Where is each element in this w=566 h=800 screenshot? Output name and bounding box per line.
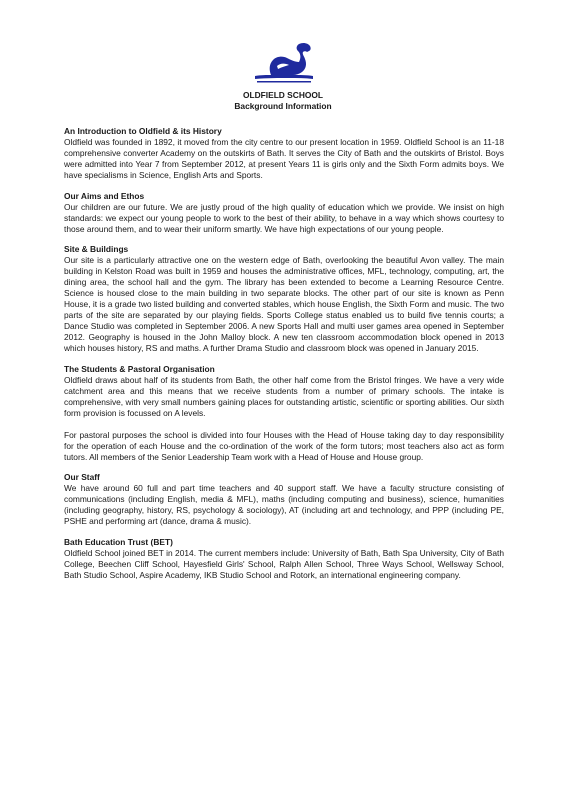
- section-paragraph: Oldfield was founded in 1892, it moved from the city centre to our present location in 1959. Oldfield School is an 11-18 comprehensive converter Academy on the outskirts of Bath. It serves the City of Bath and the outskirts of Bristol. Boys were admitted into Year 7 from September 2012, at present Years 11 is girls only and the Sixth Form admits boys. We have specialisms in Science, English Arts and Sports.: [64, 137, 504, 180]
- section-paragraph: For pastoral purposes the school is divided into four Houses with the Head of House taking day to day responsibility for the operation of each House and the co-ordination of the work of the form tutors; most teachers also act as form tutors. All members of the Senior Leadership Team work with a Head of House and House group.: [64, 429, 504, 462]
- document-header: [0, 90, 566, 112]
- section-paragraph: Oldfield draws about half of its students from Bath, the other half come from the Bristol fringes. We have a very wide catchment area and this means that we receive students from a number of primary schools. The intake is comprehensive, with very small numbers gaining places for outstanding artistic, scientific or sporting abilities. Our sixth form provision is focussed on A levels.: [64, 374, 504, 418]
- section-paragraph: Our children are our future. We are justly proud of the high quality of education which we provide. We insist on high standards: we expect our young people to work to the best of their ability, to behave in a way which shows courtesy to those around them, and to wear their uniform smartly. We have high expectations of our young people.: [64, 201, 504, 234]
- school-name: OLDFIELD SCHOOL: [242, 90, 324, 100]
- document-body: [64, 126, 504, 590]
- section-introduction: [64, 126, 504, 181]
- section-paragraph: Oldfield School joined BET in 2014. The current members include: University of Bath, Bath Spa University, City of Bath College, Beechen Cliff School, Hayesfield Girls' School, Ralph Allen School, Three Ways School, Wellsway School, Bath Studio School, Aspire Academy, IKB Studio School and Rotork, an international engineering company.: [64, 547, 504, 580]
- section-heading: Site & Buildings: [64, 244, 129, 254]
- section-heading: Our Aims and Ethos: [64, 190, 145, 201]
- section-bath-education-trust: [64, 537, 504, 581]
- document-subtitle: Background Information: [234, 101, 332, 111]
- section-paragraph: Our site is a particularly attractive one on the western edge of Bath, overlooking the beautiful Avon valley. The main building in Kelston Road was built in 1959 and houses the administrative offices, MFL, technology, computing, art, the dining area, the school hall and the gym. The library has been extended to become a Learning Resource Centre. Science is housed close to the main building in two separate blocks. The other part of our site is known as Penn House, it is a grade two listed building and converted stables, which house English, the Sixth Form and music. The two parts of the site are separated by our playing fields. Sports College status enabled us to build five tennis courts; a Dance Studio was completed in September 2006. A new Sports Hall and multi user games area opened in September 2012. Geography is housed in the John Malloy block. A new ten classroom accommodation block opened in 2013 which houses history, RS and maths. A further Drama Studio and classroom block was opened in January 2015.: [64, 255, 504, 353]
- section-staff: [64, 472, 504, 527]
- swan-logo-icon: [251, 42, 317, 84]
- section-heading: Bath Education Trust (BET): [64, 536, 173, 547]
- section-paragraph: We have around 60 full and part time teachers and 40 support staff. We have a faculty structure consisting of communications (including English, media & MFL), maths (including computing and business), science, humanities (including geography, history, RS, psychology & sociology), AT (including art and technology, and PPP (including PE, PSHE and performing art (dance, drama & music).: [64, 483, 504, 526]
- section-aims-ethos: [64, 191, 504, 235]
- section-site-buildings: [64, 244, 504, 354]
- section-students-pastoral: [64, 364, 504, 463]
- section-heading: Our Staff: [64, 472, 100, 482]
- section-heading: The Students & Pastoral Organisation: [64, 363, 215, 374]
- section-heading: An Introduction to Oldfield & its History: [64, 126, 222, 136]
